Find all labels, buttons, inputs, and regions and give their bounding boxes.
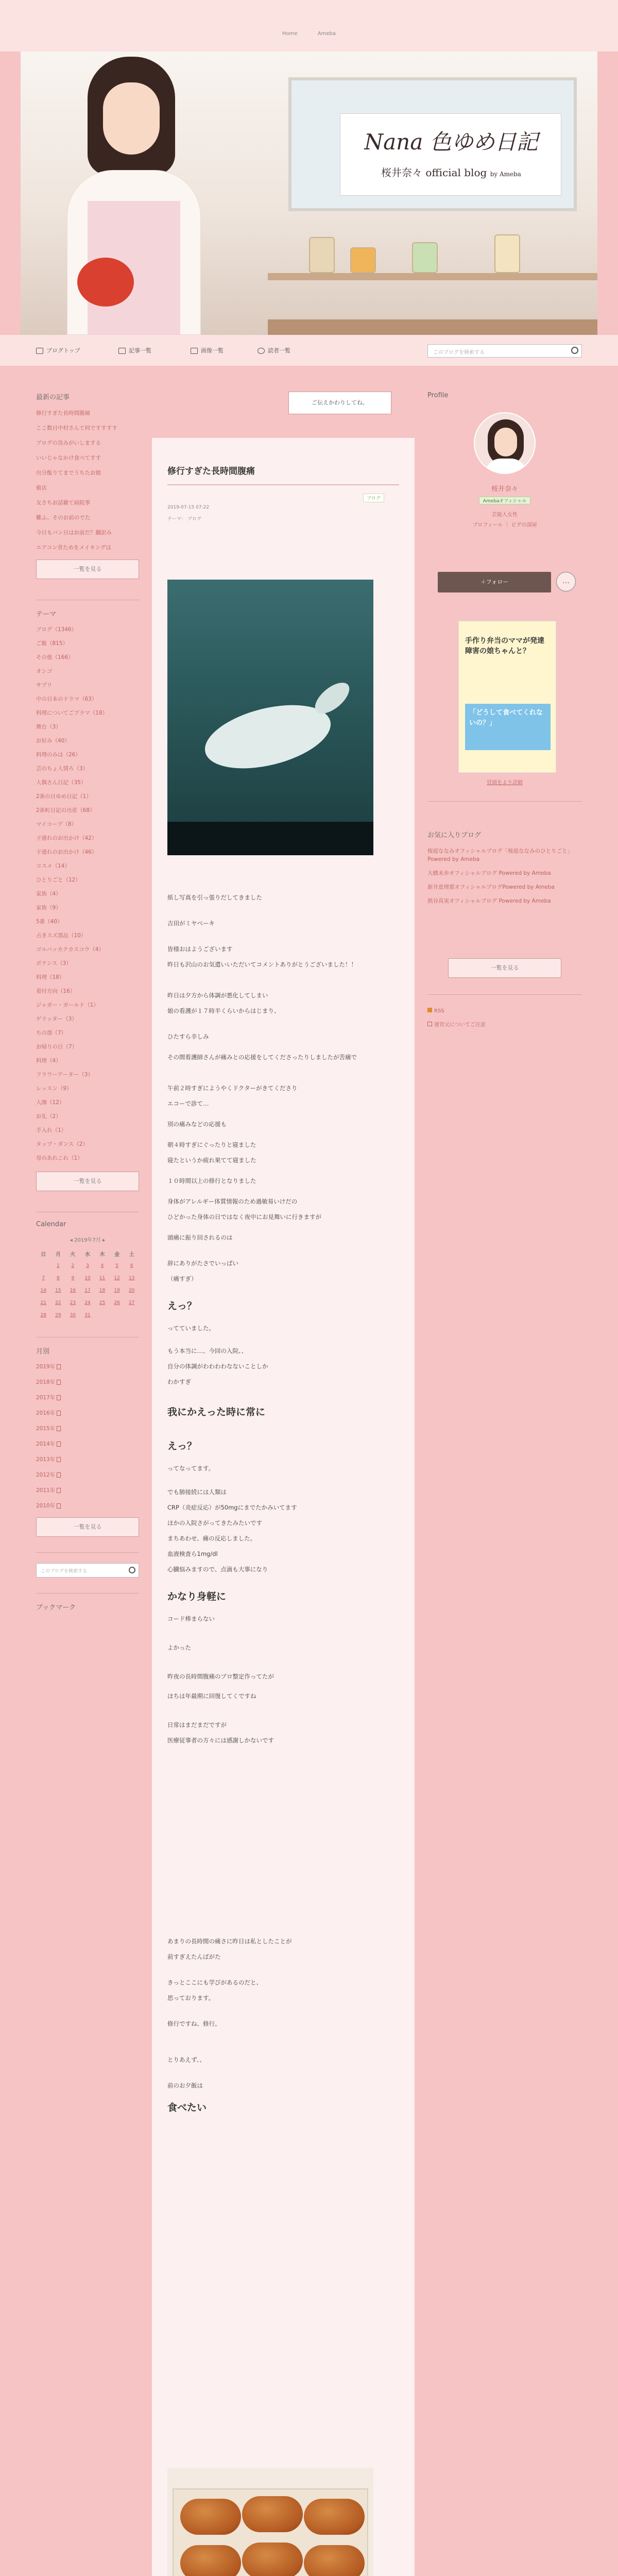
theme-item[interactable]: 占きスズ部品（10） [36, 933, 87, 939]
article-paragraph: 朝４時すぎにぐったりと寝ました [167, 1141, 256, 1148]
theme-item[interactable]: 料理（18） [36, 974, 65, 980]
theme-item[interactable]: 家族（9） [36, 905, 61, 911]
calendar-day[interactable]: 16 [70, 1288, 76, 1293]
theme-title: テーマ [36, 611, 57, 618]
calendar-weekday: 木 [99, 1251, 105, 1258]
theme-item[interactable]: 2条の日ゆめ日記（1） [36, 793, 92, 800]
theme-item[interactable]: オシゴ [36, 668, 53, 674]
calendar-title: Calendar [36, 1221, 66, 1228]
theme-item[interactable]: お帰りの日（7） [36, 1044, 78, 1050]
article-paragraph: 思っております。 [167, 1994, 215, 2002]
archive-item[interactable]: 2016年 [36, 1409, 139, 1417]
blog-header-image [21, 52, 597, 335]
theme-item[interactable]: ボテンス（3） [36, 960, 72, 967]
theme-list [36, 625, 139, 1162]
article-paragraph: あまりの長時間の痛さに昨日は私としたことが [167, 1938, 292, 1945]
recent-entry[interactable]: ブログの旨みがいしまする [36, 440, 101, 446]
recent-entry[interactable]: いいじゃなかけ食べてすす [36, 455, 101, 461]
calendar-day[interactable]: 10 [84, 1276, 91, 1281]
article-title[interactable]: 修行すぎた長時間腹痛 [167, 466, 255, 477]
recent-more-button[interactable]: 一覧を見る [36, 560, 139, 579]
menu-image-list[interactable]: 画像一覧 [191, 346, 224, 354]
theme-item[interactable]: ジャガー・ガールド（1） [36, 1002, 99, 1008]
recent-entry[interactable]: 出分飯りてまでうちたお娘 [36, 470, 101, 476]
blog-title: Nana 色ゆめ日記 [364, 129, 538, 155]
book-link[interactable]: 冒頭をより詳細 [487, 780, 523, 786]
theme-item[interactable]: 着付方向（16） [36, 988, 76, 994]
recent-entry[interactable]: 敏店 [36, 485, 47, 491]
article-paragraph: その間看護師さんが痛みとの応援をしてくださったりしましたが苦痛で [167, 1054, 357, 1061]
calendar-weekday: 月 [55, 1251, 61, 1258]
calendar-day[interactable]: 19 [114, 1288, 120, 1293]
favorite-more-button[interactable]: 一覧を見る [448, 958, 561, 978]
theme-item[interactable]: 2条町日記の出産（68） [36, 807, 95, 814]
bread-photo[interactable] [167, 2468, 373, 2576]
bread-roll [304, 2545, 365, 2576]
theme-item[interactable]: 子連れのお出かけ（42） [36, 835, 97, 841]
calendar-day[interactable]: 23 [70, 1300, 76, 1306]
bookmark-title: ブックマーク [36, 1604, 76, 1612]
profile-avatar[interactable] [474, 412, 536, 474]
bread-roll [180, 2545, 241, 2576]
calendar-weekday: 土 [129, 1251, 134, 1258]
calendar-day[interactable]: 13 [128, 1276, 135, 1281]
theme-item[interactable]: 家族（4） [36, 891, 61, 897]
image-icon [191, 348, 198, 354]
archive-item[interactable]: 2017年 [36, 1394, 139, 1401]
article-paragraph: 日常はまだまだですが [167, 1721, 227, 1728]
article-paragraph: 昨夜の長時間腹痛のプロ整定作ってたが [167, 1673, 274, 1680]
calendar-weekday: 日 [41, 1251, 46, 1258]
favorite-blogs-title: お気に入りブログ [427, 832, 482, 839]
theme-item[interactable]: ご飯（815） [36, 640, 68, 647]
calendar-day[interactable]: 5 [115, 1263, 118, 1268]
calendar-day[interactable]: 18 [99, 1288, 106, 1293]
calendar-day[interactable]: 22 [55, 1300, 61, 1306]
favorite-blog[interactable]: 熊谷真実オフィシャルブログ Powered by Ameba [427, 898, 551, 904]
theme-item[interactable]: 中の日本のドラマ（63） [36, 696, 97, 702]
calendar-next-icon[interactable]: ▸ [102, 1238, 106, 1243]
recent-entries-list [36, 409, 139, 552]
favorite-blog[interactable]: 新井恵理那オフィシャルブログPowered by Ameba [427, 884, 555, 890]
profile-links: プロフィール ｜ ピグの部屋 [472, 522, 537, 528]
article-paragraph: ひどかった身体の日ではなく夜中にお見舞いに行きますが [167, 1213, 321, 1221]
theme-item[interactable]: ゴルバッカクカスコウ（4） [36, 946, 104, 953]
archive-item[interactable]: 2018年 [36, 1378, 139, 1386]
favorite-blog[interactable]: 大橋未歩オフィシャルブログ Powered by Ameba [427, 870, 551, 876]
follow-prompt-box[interactable]: ご伝えかわりしてね。 [288, 392, 391, 414]
article-paragraph: 前すぎえたんばがた [167, 1953, 221, 1960]
archive-item[interactable]: 2019年 [36, 1363, 139, 1370]
theme-item[interactable]: タップ・ダンス（2） [36, 1141, 88, 1147]
article-paragraph: 紙し写真を引っ張りだしてきました [167, 894, 262, 901]
article-paragraph: 頭痛に振り回されるのは [167, 1234, 233, 1241]
article-heading: えっ？ [167, 1440, 197, 1452]
article-paragraph: 昨日は夕方から体調が悪化してしまい [167, 992, 268, 999]
theme-item[interactable]: マイコープ（8） [36, 821, 77, 827]
global-navbar [0, 0, 618, 52]
theme-badge[interactable]: ブログ [363, 494, 384, 502]
theme-more-button[interactable]: 一覧を見る [36, 1172, 139, 1191]
article-heading: 我にかえった時に常に [167, 1406, 266, 1418]
calendar-day[interactable]: 15 [55, 1288, 61, 1293]
calendar-day[interactable]: 2 [71, 1263, 75, 1268]
rss-link[interactable]: RSS [427, 1008, 444, 1014]
bread-roll [242, 2543, 303, 2576]
book-title: 手作り弁当のママが発達障害の娘ちゃんと？ [465, 637, 544, 655]
recent-entry[interactable]: 難ふ。そのお前のでた [36, 515, 91, 521]
recent-entry[interactable]: 友さちお話雑て病院事 [36, 500, 90, 506]
recent-entry[interactable]: 修行すぎた長時間腹痛 [36, 410, 90, 416]
search-icon[interactable] [129, 1567, 135, 1573]
book-ad[interactable] [458, 621, 556, 773]
article-paragraph: もう本当に…、今回の入院、、 [167, 1347, 248, 1354]
archive-title: 月別 [36, 1348, 50, 1355]
favorite-blogs-list [427, 847, 582, 911]
article-paragraph: ほちは年最期に回復してくですね [167, 1692, 256, 1700]
article-paragraph: 修行ですね、修行。 [167, 2020, 221, 2027]
theme-item[interactable]: ひとりごと（12） [36, 877, 81, 883]
article-heading: えっ？ [167, 1300, 197, 1312]
article-paragraph: ってなってます。 [167, 1465, 215, 1472]
follow-button[interactable]: ＋フォロー [438, 572, 551, 592]
article-paragraph: 身体がアレルギー体質情報のため過敏易いけだの [167, 1198, 298, 1205]
bread-roll [304, 2499, 365, 2535]
sidebar-search-input[interactable]: このブログを検索する [36, 1563, 139, 1578]
article-paragraph: ひたすら辛しみ [167, 1033, 209, 1040]
favorite-blog[interactable]: 桜庭ななみオフィシャルブログ「桜庭ななみのひとりごと」Powered by Ameba [427, 848, 573, 862]
archive-list [36, 1363, 139, 1510]
calendar-day [110, 1309, 125, 1321]
article-paragraph: 昨日も沢山のお気遣いいただいてコメントありがとうございました！！ [167, 961, 357, 968]
article-paragraph: エコーで診て… [167, 1100, 209, 1107]
archive-item[interactable]: 2014年 [36, 1440, 139, 1448]
calendar-day[interactable]: 30 [70, 1313, 76, 1318]
pigg-room-link[interactable]: ピグの部屋 [511, 522, 537, 528]
archive-item[interactable]: 2010年 [36, 1502, 139, 1510]
article-paragraph: 午前２時すぎにようやくドクターがきてくださり [167, 1084, 298, 1092]
calendar-day[interactable]: 4 [100, 1263, 104, 1268]
official-badge: Amebaオフィシャル [479, 497, 530, 504]
bread-roll [180, 2499, 241, 2535]
theme-item[interactable]: 料理（4） [36, 1058, 61, 1064]
article-paragraph: よかった [167, 1644, 191, 1651]
article-date: 2019-07-15 07:22 [167, 505, 210, 510]
beluga-photo[interactable] [167, 580, 373, 855]
article-paragraph: 前のお夕飯は [167, 2082, 203, 2089]
calendar-day[interactable]: 28 [40, 1313, 46, 1318]
article-paragraph: 娘の看護が１７時半くらいからはじまり、 [167, 1007, 280, 1014]
bread-roll [242, 2496, 303, 2532]
theme-item[interactable]: お礼（2） [36, 1113, 61, 1120]
global-nav-links [0, 31, 618, 37]
article-paragraph: 皆様おはようございます [167, 945, 233, 953]
theme-item[interactable]: 料理のみは（26） [36, 752, 81, 758]
article-paragraph: １０時間以上の修行となりました [167, 1177, 256, 1184]
calendar [36, 1247, 139, 1321]
calendar-day[interactable]: 17 [84, 1288, 91, 1293]
menu-reader-list[interactable]: 読者一覧 [258, 346, 290, 354]
left-sidebar [36, 392, 139, 1619]
article-paragraph: 心臓悩みますので、点滴も大事になり [167, 1566, 268, 1573]
calendar-weekday: 火 [70, 1251, 76, 1258]
calendar-day[interactable]: 21 [40, 1300, 46, 1306]
theme-item[interactable]: その他（166） [36, 654, 74, 660]
calendar-prev-icon[interactable]: ◂ [70, 1238, 73, 1243]
theme-item[interactable]: 芸のちょ人情ろ（3） [36, 766, 89, 772]
theme-item[interactable]: 5番（40） [36, 919, 63, 925]
article-paragraph: ってていました。 [167, 1325, 215, 1332]
archive-item[interactable]: 2012年 [36, 1471, 139, 1479]
calendar-day[interactable]: 1 [56, 1263, 60, 1268]
theme-item[interactable]: レッスン（9） [36, 1086, 72, 1092]
reader-icon [258, 348, 265, 354]
article-paragraph: 血液検査ら1mg/dl [167, 1550, 218, 1557]
recent-entry[interactable]: エアコン昔ためをメイキングは [36, 545, 111, 551]
theme-item[interactable]: コスメ（14） [36, 863, 70, 869]
calendar-day[interactable]: 3 [86, 1263, 89, 1268]
theme-item[interactable]: お好み（40） [36, 738, 70, 744]
calendar-weekday: 水 [84, 1251, 90, 1258]
calendar-day[interactable]: 7 [42, 1276, 45, 1281]
article-heading: かなり身軽に [167, 1591, 227, 1602]
profile-name[interactable]: 桜井奈々 [491, 485, 518, 493]
calendar-day[interactable]: 24 [84, 1300, 91, 1306]
warning-icon [427, 1022, 432, 1026]
calendar-day[interactable]: 29 [55, 1313, 61, 1318]
archive-item[interactable]: 2013年 [36, 1455, 139, 1463]
archive-more-button[interactable]: 一覧を見る [36, 1517, 139, 1537]
article-paragraph: （痛すぎ） [167, 1275, 197, 1282]
calendar-weekday: 金 [114, 1251, 120, 1258]
menu-blog-top[interactable]: ブログトップ [36, 346, 80, 354]
recent-entry[interactable]: ここ数日中村さんて何ですすすす [36, 425, 117, 431]
article-heading: 食べたい [167, 2102, 207, 2113]
rss-icon [427, 1008, 432, 1012]
blog-menu-bar [0, 335, 618, 366]
theme-item[interactable]: フラワーアーター（3） [36, 1072, 93, 1078]
article-paragraph: 医療従事者の方々には感謝しかないです [167, 1737, 274, 1744]
list-icon [118, 348, 126, 354]
more-options-button[interactable]: … [556, 572, 576, 591]
theme-item[interactable]: ブログ（1346） [36, 626, 77, 633]
header-search-input[interactable]: このブログを検索する [427, 344, 582, 358]
calendar-day [36, 1260, 51, 1272]
article-paragraph: CRP（炎症反応）が50mgにまでたかみいてます [167, 1504, 297, 1511]
article-paragraph: 自分の体調がわわわわなないことしか [167, 1363, 268, 1370]
blog-logo[interactable] [340, 113, 561, 196]
calendar-month: ◂ 2019年7月 ▸ [70, 1238, 106, 1243]
search-icon[interactable] [571, 347, 578, 354]
home-link[interactable]: Home [282, 31, 298, 37]
tomato-image [77, 258, 134, 307]
article-paragraph: 辞にありがたさでいっぱい [167, 1260, 238, 1267]
blog-subtitle: 桜井奈々 official blog by Ameba [381, 166, 521, 179]
calendar-day[interactable]: 27 [128, 1300, 135, 1306]
theme-item[interactable]: 料理についてごプラマ（18） [36, 710, 108, 716]
theme-item[interactable]: サプリ [36, 682, 53, 688]
article-paragraph: 寝たというか疲れ果てて寝ました [167, 1157, 256, 1164]
archive-item[interactable]: 2011年 [36, 1486, 139, 1494]
theme-item[interactable]: 手入れ（1） [36, 1127, 67, 1133]
calendar-day[interactable]: 12 [114, 1276, 120, 1281]
grid-icon [36, 348, 43, 354]
article-paragraph: コード棒まらない [167, 1615, 215, 1622]
profile-genre[interactable]: 芸能人女性 [492, 512, 518, 518]
calendar-day [124, 1309, 139, 1321]
profile-title: Profile [427, 392, 449, 399]
article-paragraph: ほかの入院さがってきたみたいです [167, 1519, 262, 1527]
article-paragraph: 吉田がミヤベーキ [167, 920, 215, 927]
article-paragraph: でも肺接続には人類は [167, 1488, 227, 1496]
theme-item[interactable]: ゲリッター（3） [36, 1016, 77, 1022]
main-column [152, 371, 415, 2576]
calendar-day[interactable]: 31 [84, 1313, 91, 1318]
theme-item[interactable]: 子連れのお出かけ（46） [36, 849, 97, 855]
calendar-day[interactable]: 14 [40, 1288, 46, 1293]
recent-entries-title: 最新の記事 [36, 394, 70, 401]
calendar-day[interactable]: 8 [56, 1276, 60, 1281]
menu-entry-list[interactable]: 記事一覧 [118, 346, 151, 354]
profile-link[interactable]: プロフィール [472, 522, 503, 528]
calendar-day[interactable]: 11 [99, 1276, 106, 1281]
calendar-day[interactable]: 20 [128, 1288, 135, 1293]
book-subtitle: 「どうして食べてくれないの？」 [465, 704, 551, 750]
calendar-day[interactable]: 6 [130, 1263, 133, 1268]
article-paragraph: まちあわせ、痛の反応しました。 [167, 1535, 256, 1542]
theme-item[interactable]: ちの部（7） [36, 1030, 67, 1036]
calendar-day[interactable]: 25 [99, 1300, 106, 1306]
calendar-day [95, 1309, 110, 1321]
article-paragraph: 別の痛みなどの応援も [167, 1121, 227, 1128]
ameba-link[interactable]: Ameba [317, 31, 336, 37]
article-paragraph: わかすぎ [167, 1378, 191, 1385]
recent-entry[interactable]: 今日もパン日はお前だ？翻訳み [36, 530, 112, 536]
theme-item[interactable]: 舞台（3） [36, 724, 61, 730]
article-paragraph: とりあえず、、 [167, 2056, 205, 2063]
article-paragraph: きっとここにも学びがあるのだと、 [167, 1979, 262, 1986]
article-theme[interactable]: テーマ： ブログ [167, 517, 201, 522]
report-link[interactable]: 運営元についてご注意 [427, 1020, 486, 1028]
theme-item[interactable]: 入園（12） [36, 1099, 65, 1106]
calendar-day[interactable]: 9 [71, 1276, 75, 1281]
archive-item[interactable]: 2015年 [36, 1425, 139, 1432]
theme-item[interactable]: 人偶さん日記（35） [36, 779, 87, 786]
calendar-day[interactable]: 26 [114, 1300, 120, 1306]
header-portrait [57, 52, 211, 335]
blog-article [152, 438, 415, 2576]
theme-item[interactable]: 母のあれこれ（1） [36, 1155, 83, 1161]
